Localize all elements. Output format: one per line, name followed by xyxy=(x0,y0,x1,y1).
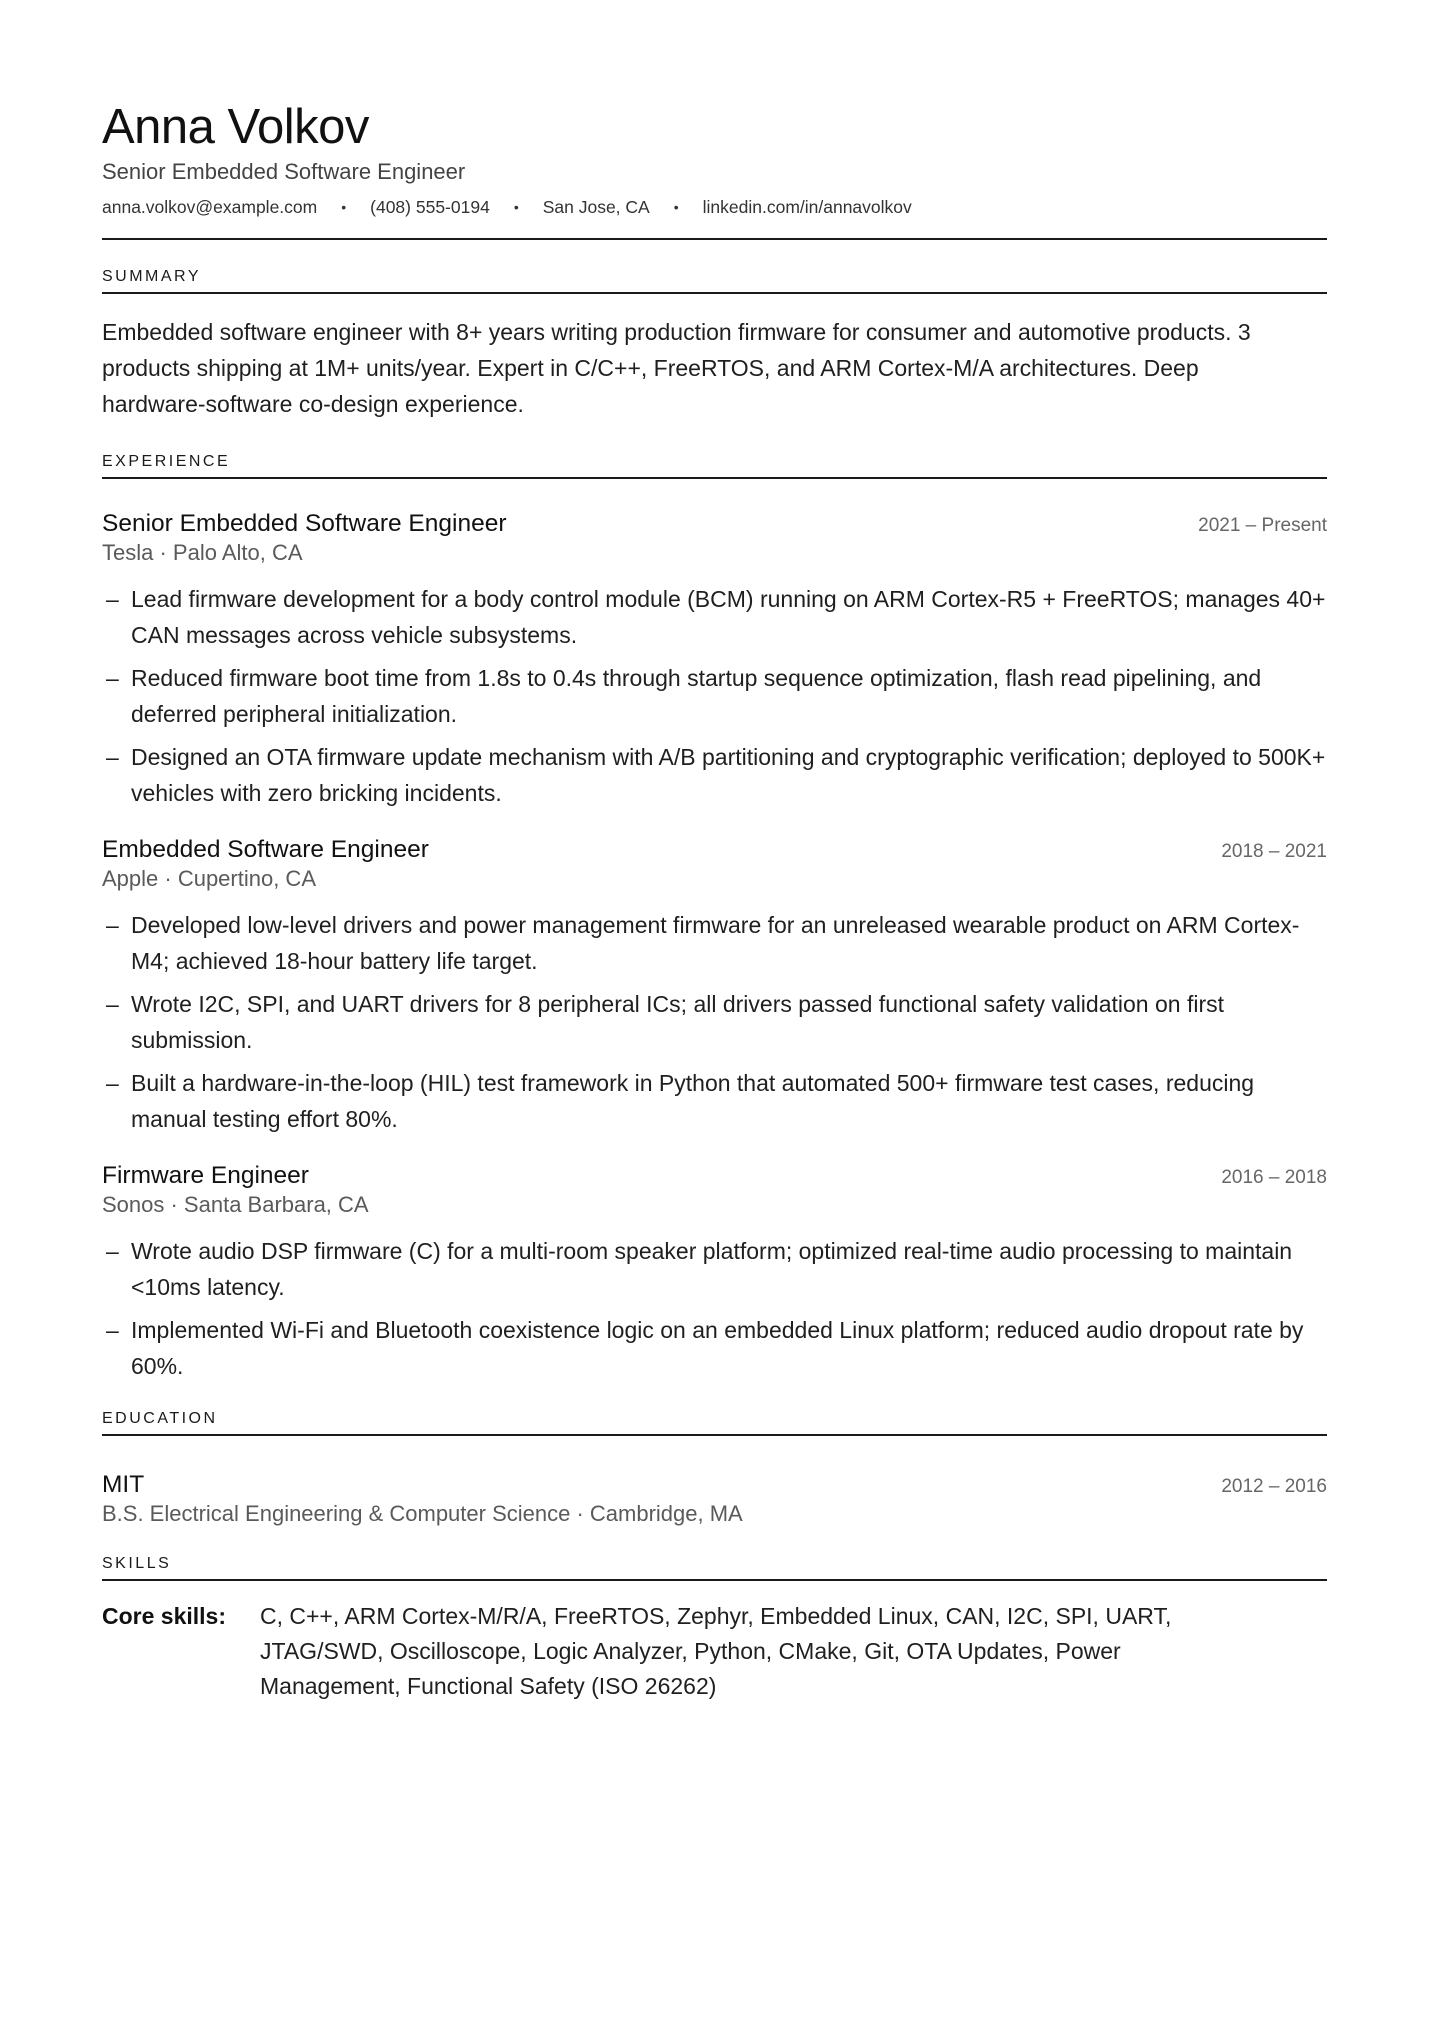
job-role: Firmware Engineer xyxy=(102,1162,309,1189)
job-entry xyxy=(102,1161,1327,1384)
section-heading-experience: EXPERIENCE xyxy=(102,422,1327,479)
section-heading-skills: SKILLS xyxy=(102,1528,1327,1581)
contact-line xyxy=(102,194,1327,220)
list-item: – Implemented Wi-Fi and Bluetooth coexistence logic on an embedded Linux platform; reduced audio dropout rate by 60%. xyxy=(106,1317,1304,1379)
bullet-text: Wrote I2C, SPI, and UART drivers for 8 peripheral ICs; all drivers passed functional safety validation on first submission. xyxy=(131,991,1224,1053)
education-school: MIT xyxy=(102,1471,145,1498)
list-item: – Lead firmware development for a body control module (BCM) running on ARM Cortex-R5 + FreeRTOS; manages 40+ CAN messages across vehicle subsystems. xyxy=(106,586,1326,648)
job-dates: 2018 – 2021 xyxy=(1221,841,1327,862)
job-entry xyxy=(102,835,1327,1137)
section-heading-summary: SUMMARY xyxy=(102,240,1327,294)
contact-location: San Jose, CA xyxy=(542,196,650,217)
candidate-title: Senior Embedded Software Engineer xyxy=(102,159,466,184)
skills-list: C, C++, ARM Cortex-M/R/A, FreeRTOS, Zephyr, Embedded Linux, CAN, I2C, SPI, UART, JTAG/SWD, Oscilloscope, Logic Analyzer, Python, CMake, Git, OTA Updates, Power Management, Functional Safety (ISO 26262) xyxy=(260,1603,1172,1699)
separator-dot: • xyxy=(513,199,519,215)
bullet-text: Implemented Wi-Fi and Bluetooth coexistence logic on an embedded Linux platform; reduced audio dropout rate by 60%. xyxy=(131,1317,1304,1379)
job-bullets xyxy=(102,581,1327,811)
education-degree: B.S. Electrical Engineering & Computer Science · Cambridge, MA xyxy=(102,1501,743,1526)
list-item: – Developed low-level drivers and power management firmware for an unreleased wearable product on ARM Cortex-M4; achieved 18-hour battery life target. xyxy=(106,912,1300,974)
job-bullets xyxy=(102,1233,1327,1384)
list-item: – Wrote audio DSP firmware (C) for a multi-room speaker platform; optimized real-time audio processing to maintain <10ms latency. xyxy=(106,1238,1293,1300)
separator-dot: • xyxy=(341,199,347,215)
job-org: Apple · Cupertino, CA xyxy=(102,866,316,891)
bullet-text: Lead firmware development for a body control module (BCM) running on ARM Cortex-R5 + FreeRTOS; manages 40+ CAN messages across vehicle subsystems. xyxy=(131,586,1326,648)
bullet-text: Designed an OTA firmware update mechanism with A/B partitioning and cryptographic verification; deployed to 500K+ vehicles with zero bricking incidents. xyxy=(131,744,1326,806)
job-role: Embedded Software Engineer xyxy=(102,836,429,863)
separator-dot: • xyxy=(673,199,679,215)
skills-label: Core skills: xyxy=(102,1603,226,1629)
bullet-text: Wrote audio DSP firmware (C) for a multi-room speaker platform; optimized real-time audio processing to maintain <10ms latency. xyxy=(131,1238,1293,1300)
skills-row xyxy=(102,1599,1327,1704)
job-org: Sonos · Santa Barbara, CA xyxy=(102,1192,369,1217)
bullet-text: Developed low-level drivers and power management firmware for an unreleased wearable product on ARM Cortex-M4; achieved 18-hour battery life target. xyxy=(131,912,1300,974)
education-dates: 2012 – 2016 xyxy=(1221,1476,1327,1497)
list-item: – Built a hardware-in-the-loop (HIL) test framework in Python that automated 500+ firmware test cases, reducing manual testing effort 80%. xyxy=(106,1070,1255,1132)
contact-email[interactable]: anna.volkov@example.com xyxy=(102,196,318,217)
bullet-text: Reduced firmware boot time from 1.8s to 0.4s through startup sequence optimization, flash read pipelining, and deferred peripheral initialization. xyxy=(131,665,1262,727)
section-heading-education: EDUCATION xyxy=(102,1391,1327,1436)
list-item: – Reduced firmware boot time from 1.8s to 0.4s through startup sequence optimization, flash read pipelining, and deferred peripheral initialization. xyxy=(106,665,1262,727)
education-entry xyxy=(102,1470,1327,1528)
job-entry xyxy=(102,509,1327,811)
summary-text: Embedded software engineer with 8+ years writing production firmware for consumer and automotive products. 3 products shipping at 1M+ units/year. Expert in C/C++, FreeRTOS, and ARM Cortex-M/A architectures. Deep hardware-software co-design experience. xyxy=(102,319,1251,417)
contact-phone[interactable]: (408) 555-0194 xyxy=(370,196,490,217)
job-org: Tesla · Palo Alto, CA xyxy=(102,540,303,565)
job-dates: 2021 – Present xyxy=(1198,515,1327,536)
job-bullets xyxy=(102,907,1327,1137)
bullet-text: Built a hardware-in-the-loop (HIL) test framework in Python that automated 500+ firmware test cases, reducing manual testing effort 80%. xyxy=(131,1070,1255,1132)
candidate-name: Anna Volkov xyxy=(102,100,369,154)
list-item: – Wrote I2C, SPI, and UART drivers for 8 peripheral ICs; all drivers passed functional safety validation on first submission. xyxy=(106,991,1224,1053)
contact-linkedin[interactable]: linkedin.com/in/annavolkov xyxy=(702,196,912,217)
job-role: Senior Embedded Software Engineer xyxy=(102,510,507,537)
list-item: – Designed an OTA firmware update mechanism with A/B partitioning and cryptographic verification; deployed to 500K+ vehicles with zero bricking incidents. xyxy=(106,744,1326,806)
job-dates: 2016 – 2018 xyxy=(1221,1167,1327,1188)
